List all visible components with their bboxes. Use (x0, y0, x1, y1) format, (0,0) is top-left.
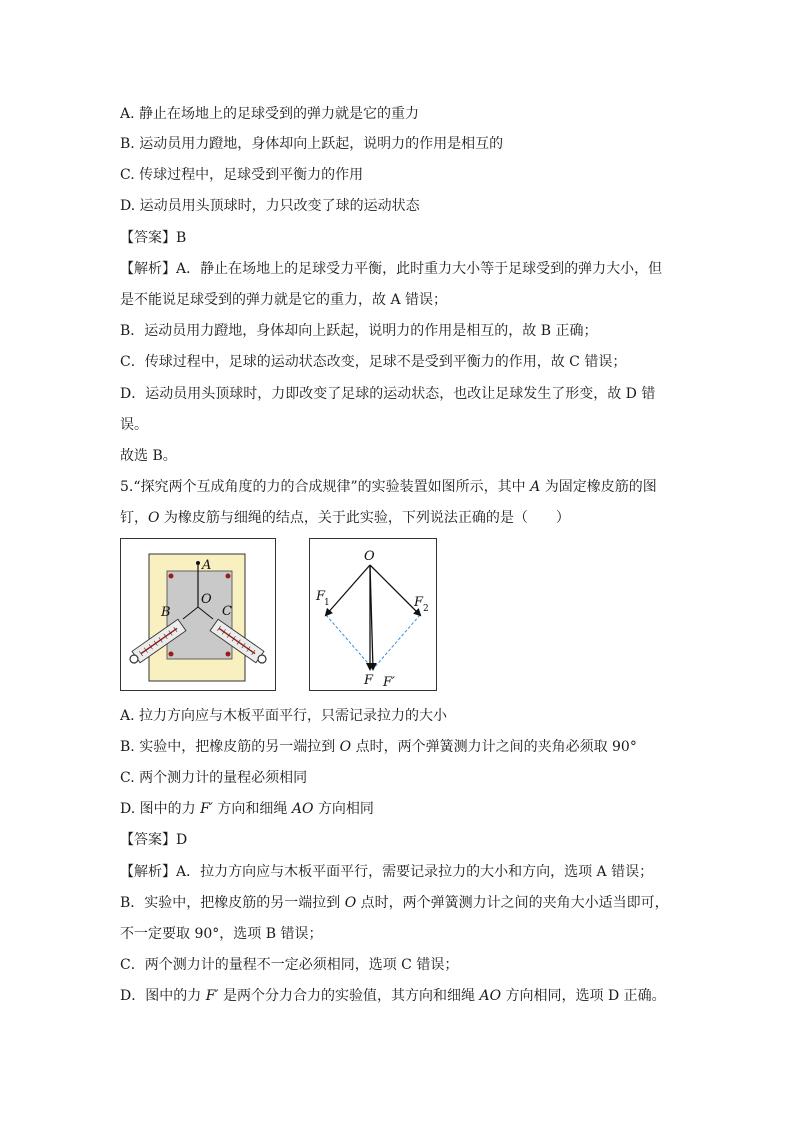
q5-answer: 【答案】D (120, 832, 188, 848)
q4-option-d: D. 运动员用头顶球时，力只改变了球的运动状态 (120, 198, 420, 214)
label-f: F (364, 673, 374, 688)
q5-option-a: A. 拉力方向应与木板平面平行，只需记录拉力的大小 (120, 708, 448, 724)
q4-analysis-line-3: B．运动员用力蹬地，身体却向上跃起，说明力的作用是相互的，故 B 正确； (120, 323, 598, 339)
q5-analysis-line-1: 【解析】A．拉力方向应与木板平面平行，需要记录拉力的大小和方向，选项 A 错误； (120, 864, 654, 880)
q4-analysis-line-7: 故选 B。 (120, 448, 177, 464)
q4-answer: 【答案】B (120, 230, 187, 246)
q5-analysis-line-2: B．实验中，把橡皮筋的另一端拉到 O 点时，两个弹簧测力计之间的夹角大小适当即可， (120, 895, 669, 911)
q5-option-b: B. 实验中，把橡皮筋的另一端拉到 O 点时，两个弹簧测力计之间的夹角必须取 90° (120, 739, 637, 755)
force-f1-arrow (326, 565, 370, 615)
apparatus-figure (120, 538, 276, 691)
q4-option-b: B. 运动员用力蹬地，身体却向上跃起，说明力的作用是相互的 (120, 136, 504, 152)
label-o: O (364, 549, 375, 564)
label-b: B (161, 605, 171, 620)
label-f1: F (316, 589, 326, 604)
q5-analysis-line-4: C．两个测力计的量程不一定必须相同，选项 C 错误； (120, 957, 459, 973)
label-fprime: F′ (383, 675, 395, 690)
q4-analysis-line-6: 误。 (120, 417, 148, 433)
label-c: C (222, 604, 232, 619)
label-f1-subscript: 1 (324, 598, 330, 608)
q5-option-c: C. 两个测力计的量程必须相同 (120, 770, 308, 786)
label-f2: F (414, 595, 424, 610)
q4-analysis-line-5: D．运动员用头顶球时，力即改变了足球的运动状态，也改让足球发生了形变，故 D 错 (120, 386, 656, 402)
label-f2-subscript: 2 (423, 604, 429, 614)
q5-stem-line-1: 5.“探究两个互成角度的力的合成规律”的实验装置如图所示，其中 A 为固定橡皮筋的图 (120, 479, 657, 495)
scale-ring-left (130, 655, 138, 663)
q5-analysis-line-5: D．图中的力 F′ 是两个分力合力的实验值，其方向和细绳 AO 方向相同，选项 D 正确。 (120, 988, 666, 1004)
q4-analysis-line-2: 是不能说足球受到的弹力就是它的重力，故 A 错误； (120, 292, 448, 308)
parallelogram-edge (373, 615, 420, 669)
q4-analysis-line-1: 【解析】A．静止在场地上的足球受力平衡，此时重力大小等于足球受到的弹力大小，但 (120, 261, 663, 277)
label-o: O (201, 592, 212, 607)
force-diagram-figure (309, 538, 437, 691)
q4-analysis-line-4: C．传球过程中，足球的运动状态改变，足球不是受到平衡力的作用，故 C 错误； (120, 354, 627, 370)
parallelogram-edge (326, 615, 373, 669)
thumbtack (226, 574, 231, 579)
thumbtack (226, 652, 231, 657)
force-f2-arrow (370, 565, 420, 615)
label-a: A (202, 558, 212, 573)
scale-ring-right (258, 655, 266, 663)
q4-option-c: C. 传球过程中，足球受到平衡力的作用 (120, 167, 364, 183)
q5-stem-line-2: 钉，O 为橡皮筋与细绳的结点，关于此实验，下列说法正确的是（ ） (120, 510, 570, 526)
q5-option-d: D. 图中的力 F′ 方向和细绳 AO 方向相同 (120, 801, 374, 817)
q4-option-a: A. 静止在场地上的足球受到的弹力就是它的重力 (120, 106, 420, 122)
thumbtack (169, 652, 174, 657)
q5-analysis-line-3: 不一定要取 90°，选项 B 错误； (120, 926, 323, 942)
thumbtack (169, 574, 174, 579)
